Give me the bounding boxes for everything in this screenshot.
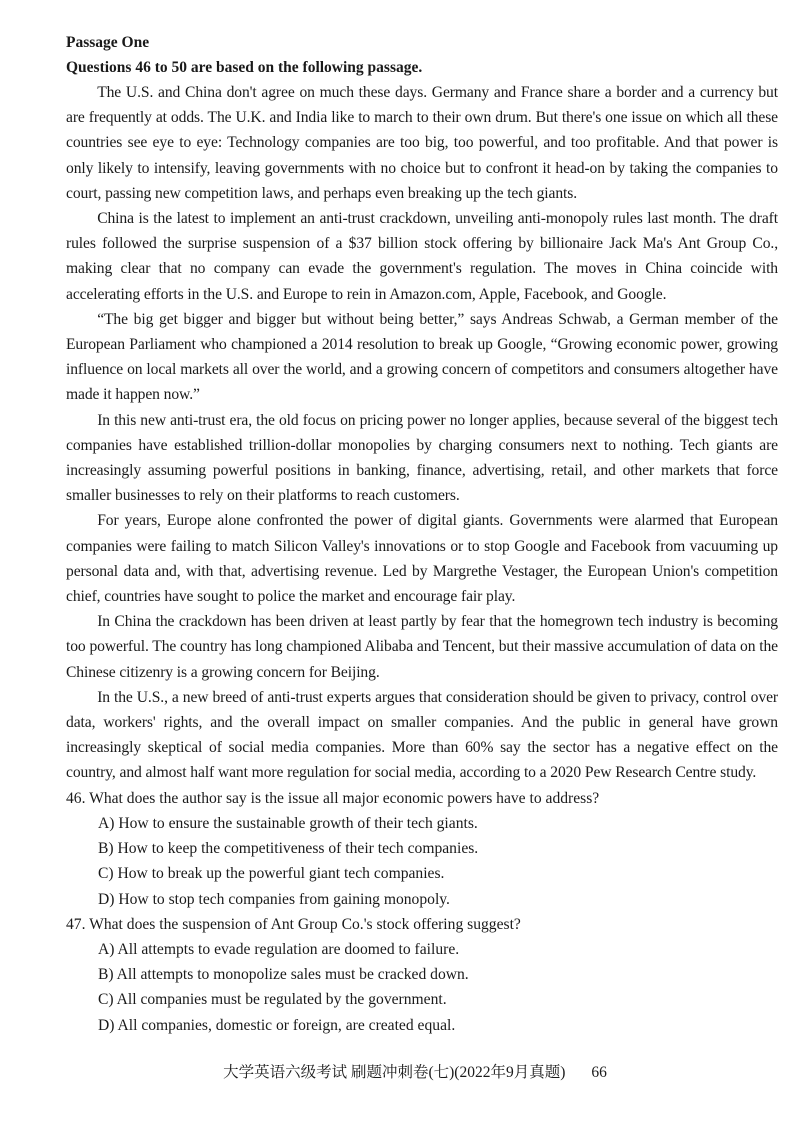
option-c: C) All companies must be regulated by the government. — [98, 991, 447, 1009]
option-b: B) How to keep the competitiveness of their tech companies. — [98, 840, 479, 858]
paragraph: China is the latest to implement an anti-trust crackdown, unveiling anti-monopoly rules last month. The draft rules followed the surprise suspension of a $37 billion stock offering by billionaire Jack Ma's Ant Group Co., making clear that no company can evade the government's regulation. The moves in China coincide with accelerating efforts in the U.S. and Europe to rein in Amazon.com, Apple, Facebook, and Google. — [66, 210, 778, 303]
passage-instructions: Questions 46 to 50 are based on the following passage. — [66, 59, 423, 76]
question-46 — [66, 786, 778, 912]
document-page — [66, 0, 778, 1038]
option-d: D) How to stop tech companies from gaining monopoly. — [98, 890, 450, 908]
option-a: A) All attempts to evade regulation are doomed to failure. — [98, 940, 460, 958]
option-a: A) How to ensure the sustainable growth of their tech giants. — [98, 814, 478, 832]
paragraph: In this new anti-trust era, the old focus on pricing power no longer applies, because several of the biggest tech companies have established trillion-dollar monopolies by charging consumers next to nothing. Tech giants are increasingly assuming powerful positions in banking, finance, advertising, retail, and other markets that force smaller businesses to rely on their platforms to reach customers. — [66, 411, 778, 505]
passage-title: Passage One — [66, 34, 150, 51]
paragraph: The U.S. and China don't agree on much these days. Germany and France share a border and a currency but are frequently at odds. The U.K. and India like to march to their own drum. But there's one issue on which all these countries see eye to eye: Technology companies are too big, too powerful, and too profitable. And that power is only likely to intensify, leaving governments with no choice but to confront it head-on by taking the companies to court, passing new competition laws, and perhaps even breaking up the tech giants. — [66, 84, 778, 202]
option-c: C) How to break up the powerful giant tech companies. — [98, 865, 445, 883]
page-footer — [0, 1062, 800, 1100]
paragraph: For years, Europe alone confronted the power of digital giants. Governments were alarmed that European companies were failing to match Silicon Valley's innovations or to stop Google and Facebook from vacuuming up personal data and, with that, advertising revenue. Led by Margrethe Vestager, the European Union's competition chief, countries have sought to police the market and encourage fair play. — [66, 512, 778, 606]
option-b: B) All attempts to monopolize sales must be cracked down. — [98, 966, 469, 984]
footer-title: 大学英语六级考试 刷题冲刺卷(七)(2022年9月真题) — [223, 1063, 566, 1081]
option-d: D) All companies, domestic or foreign, are created equal. — [98, 1016, 456, 1034]
question-47 — [66, 912, 778, 1038]
paragraph: In China the crackdown has been driven at least partly by fear that the homegrown tech industry is becoming too powerful. The country has long championed Alibaba and Tencent, but their massive accumulation of data on the Chinese citizenry is a growing concern for Beijing. — [66, 613, 778, 681]
page-number: 66 — [591, 1063, 607, 1081]
question-stem: 46. What does the author say is the issue all major economic powers have to address? — [66, 789, 600, 807]
question-stem: 47. What does the suspension of Ant Group Co.'s stock offering suggest? — [66, 915, 521, 933]
paragraph: In the U.S., a new breed of anti-trust experts argues that consideration should be given to privacy, control over data, workers' rights, and the overall impact on smaller companies. And the public in general have grown increasingly skeptical of social media companies. More than 60% say the sector has a negative effect on the country, and almost half want more regulation for social media, according to a 2020 Pew Research Centre study. — [66, 688, 778, 782]
paragraph: “The big get bigger and bigger but without being better,” says Andreas Schwab, a German member of the European Parliament who championed a 2014 resolution to break up Google, “Growing economic power, growing influence on local markets all over the world, and a growing concern of competitors and consumers altogether have made it happen now.” — [66, 310, 778, 404]
